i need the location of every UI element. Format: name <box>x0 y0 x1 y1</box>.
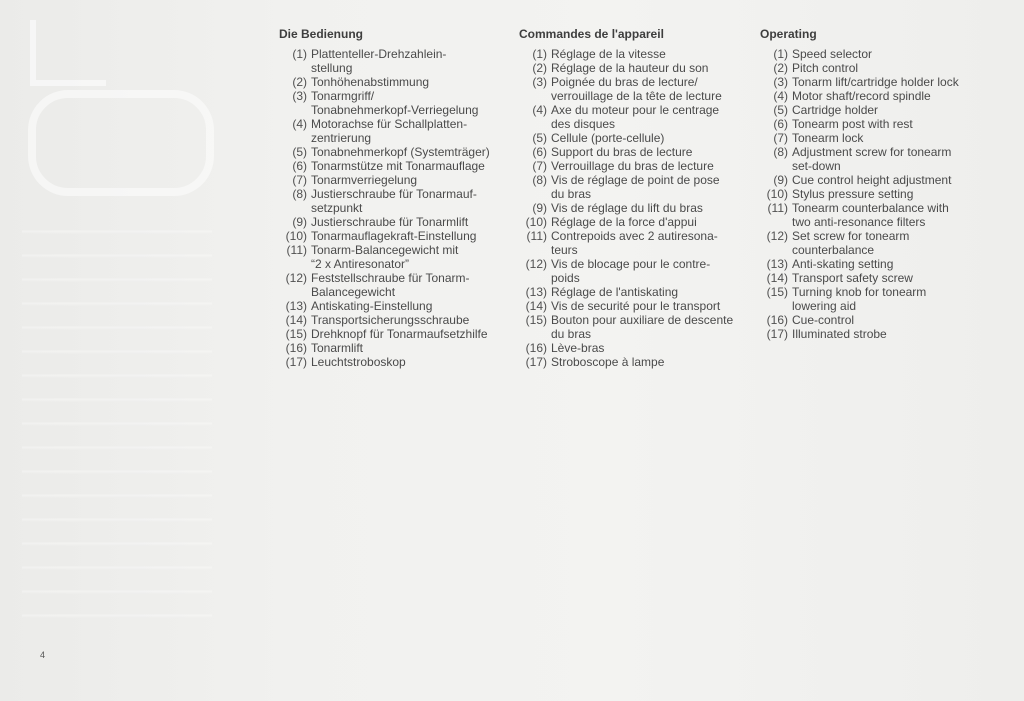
list-item <box>279 229 507 243</box>
item-text: Cellule (porte-cellule) <box>551 131 665 145</box>
item-number: (5) <box>532 131 547 145</box>
list-item <box>760 271 992 285</box>
item-text: Illuminated strobe <box>792 327 887 341</box>
list-item <box>760 257 992 271</box>
item-number: (16) <box>766 313 788 327</box>
controls-list <box>760 47 992 341</box>
controls-list <box>279 47 507 369</box>
ghost-text-lines <box>22 210 212 630</box>
list-item <box>279 117 507 145</box>
column-heading: Die Bedienung <box>279 27 364 41</box>
item-text: Speed selector <box>792 47 873 61</box>
list-item <box>519 159 749 173</box>
item-text: Vis de réglage du lift du bras <box>551 201 703 215</box>
list-item <box>279 89 507 117</box>
item-number: (4) <box>532 103 547 117</box>
item-number: (13) <box>285 299 307 313</box>
list-item <box>519 173 749 201</box>
item-number: (14) <box>525 299 547 313</box>
list-item <box>519 201 749 215</box>
item-text: Stroboscope à lampe <box>551 355 665 369</box>
list-item <box>760 89 992 103</box>
item-number: (8) <box>773 145 788 159</box>
list-item <box>519 285 749 299</box>
item-number: (7) <box>292 173 307 187</box>
column-english <box>760 27 992 341</box>
list-item <box>760 201 992 229</box>
item-number: (2) <box>292 75 307 89</box>
item-text: Pitch control <box>792 61 859 75</box>
item-text: Tonarm lift/cartridge holder lock <box>792 75 959 89</box>
item-text: Bouton pour auxiliare de descente du bras <box>551 313 734 341</box>
item-number: (2) <box>773 61 788 75</box>
item-number: (13) <box>766 257 788 271</box>
item-text: Vis de securité pour le transport <box>551 299 721 313</box>
item-text: Leuchtstroboskop <box>311 355 406 369</box>
item-number: (5) <box>773 103 788 117</box>
list-item <box>760 229 992 257</box>
item-number: (17) <box>525 355 547 369</box>
list-item <box>279 215 507 229</box>
item-text: Tonarmgriff/ Tonabnehmerkopf-Verriegelung <box>311 89 479 117</box>
item-text: Tonarmlift <box>311 341 364 355</box>
item-text: Verrouillage du bras de lecture <box>551 159 714 173</box>
item-text: Plattenteller-Drehzahlein- stellung <box>311 47 447 75</box>
show-through-background <box>22 0 212 701</box>
list-item <box>760 103 992 117</box>
item-number: (6) <box>773 117 788 131</box>
item-number: (6) <box>292 159 307 173</box>
list-item <box>519 145 749 159</box>
item-number: (10) <box>525 215 547 229</box>
item-number: (9) <box>532 201 547 215</box>
list-item <box>519 355 749 369</box>
list-item <box>279 341 507 355</box>
item-number: (12) <box>766 229 788 243</box>
item-number: (1) <box>773 47 788 61</box>
item-number: (17) <box>285 355 307 369</box>
item-number: (2) <box>532 61 547 75</box>
list-item <box>519 299 749 313</box>
item-number: (17) <box>766 327 788 341</box>
item-number: (1) <box>292 47 307 61</box>
item-text: Poignée du bras de lecture/ verrouillage de la tête de lecture <box>551 75 722 103</box>
list-item <box>279 313 507 327</box>
list-item <box>279 243 507 271</box>
item-number: (1) <box>532 47 547 61</box>
item-text: Tonarm-Balancegewicht mit “2 x Antiresonator” <box>311 243 459 271</box>
list-item <box>760 187 992 201</box>
item-number: (14) <box>285 313 307 327</box>
item-text: Tonearm lock <box>792 131 864 145</box>
item-number: (15) <box>766 285 788 299</box>
list-item <box>279 145 507 159</box>
item-text: Vis de blocage pour le contre- poids <box>551 257 711 285</box>
ghost-model-number <box>28 90 214 196</box>
list-item <box>760 173 992 187</box>
item-text: Set screw for tonearm counterbalance <box>792 229 910 257</box>
item-text: Stylus pressure setting <box>792 187 914 201</box>
item-number: (15) <box>525 313 547 327</box>
item-number: (6) <box>532 145 547 159</box>
controls-list <box>519 47 749 369</box>
item-text: Anti-skating setting <box>792 257 894 271</box>
item-number: (4) <box>773 89 788 103</box>
list-item <box>279 299 507 313</box>
list-item <box>760 117 992 131</box>
item-text: Tonarmverriegelung <box>311 173 418 187</box>
item-number: (11) <box>286 243 307 257</box>
list-item <box>760 327 992 341</box>
item-text: Réglage de la hauteur du son <box>551 61 709 75</box>
column-french <box>519 27 749 369</box>
list-item <box>279 355 507 369</box>
item-text: Tonhöhenabstimmung <box>311 75 430 89</box>
item-text: Antiskating-Einstellung <box>311 299 433 313</box>
item-text: Justierschraube für Tonarmlift <box>311 215 469 229</box>
item-number: (8) <box>292 187 307 201</box>
item-number: (13) <box>525 285 547 299</box>
item-text: Axe du moteur pour le centrage des disques <box>551 103 720 131</box>
item-text: Tonearm post with rest <box>792 117 913 131</box>
item-number: (7) <box>773 131 788 145</box>
item-number: (10) <box>285 229 307 243</box>
item-number: (15) <box>285 327 307 341</box>
item-text: Tonarmstütze mit Tonarmauflage <box>311 159 485 173</box>
list-item <box>519 341 749 355</box>
item-text: Drehknopf für Tonarmaufsetzhilfe <box>311 327 488 341</box>
item-text: Tonearm counterbalance with two anti-resonance filters <box>792 201 949 229</box>
page-number: 4 <box>40 650 46 660</box>
list-item <box>519 229 749 257</box>
item-text: Transport safety screw <box>792 271 913 285</box>
item-number: (12) <box>525 257 547 271</box>
list-item <box>760 75 992 89</box>
list-item <box>519 61 749 75</box>
column-heading: Operating <box>760 27 817 41</box>
item-number: (14) <box>766 271 788 285</box>
list-item <box>760 47 992 61</box>
list-item <box>279 187 507 215</box>
item-text: Réglage de l'antiskating <box>551 285 679 299</box>
list-item <box>760 131 992 145</box>
ghost-logo-mark <box>30 20 106 86</box>
list-item <box>279 159 507 173</box>
column-german <box>279 27 507 369</box>
item-number: (16) <box>525 341 547 355</box>
item-text: Cue control height adjustment <box>792 173 952 187</box>
item-text: Adjustment screw for tonearm set-down <box>792 145 952 173</box>
item-text: Réglage de la force d'appui <box>551 215 697 229</box>
list-item <box>760 285 992 313</box>
list-item <box>519 103 749 131</box>
item-number: (16) <box>285 341 307 355</box>
list-item <box>519 257 749 285</box>
item-text: Cue-control <box>792 313 855 327</box>
list-item <box>519 47 749 61</box>
list-item <box>519 313 749 341</box>
item-text: Tonabnehmerkopf (Systemträger) <box>311 145 490 159</box>
item-text: Contrepoids avec 2 autiresona- teurs <box>551 229 718 257</box>
item-number: (8) <box>532 173 547 187</box>
item-number: (5) <box>292 145 307 159</box>
item-number: (3) <box>773 75 788 89</box>
list-item <box>279 173 507 187</box>
item-number: (10) <box>766 187 788 201</box>
item-number: (7) <box>532 159 547 173</box>
list-item <box>519 75 749 103</box>
item-text: Feststellschraube für Tonarm- Balancegewicht <box>311 271 470 299</box>
list-item <box>279 271 507 299</box>
item-text: Transportsicherungsschraube <box>311 313 470 327</box>
item-number: (4) <box>292 117 307 131</box>
item-text: Tonarmauflagekraft-Einstellung <box>311 229 477 243</box>
item-number: (3) <box>532 75 547 89</box>
list-item <box>279 75 507 89</box>
list-item <box>279 327 507 341</box>
list-item <box>760 61 992 75</box>
list-item <box>519 131 749 145</box>
list-item <box>760 313 992 327</box>
item-number: (9) <box>292 215 307 229</box>
item-text: Réglage de la vitesse <box>551 47 666 61</box>
item-text: Support du bras de lecture <box>551 145 693 159</box>
item-text: Cartridge holder <box>792 103 879 117</box>
item-number: (3) <box>292 89 307 103</box>
item-text: Lève-bras <box>551 341 605 355</box>
item-text: Motor shaft/record spindle <box>792 89 931 103</box>
item-text: Justierschraube für Tonarmauf- setzpunkt <box>311 187 477 215</box>
item-text: Turning knob for tonearm lowering aid <box>792 285 927 313</box>
list-item <box>519 215 749 229</box>
item-text: Motorachse für Schallplatten- zentrierung <box>311 117 468 145</box>
item-number: (11) <box>526 229 547 243</box>
item-number: (11) <box>767 201 788 215</box>
list-item <box>760 145 992 173</box>
item-text: Vis de réglage de point de pose du bras <box>551 173 720 201</box>
item-number: (12) <box>285 271 307 285</box>
item-number: (9) <box>773 173 788 187</box>
list-item <box>279 47 507 75</box>
column-heading: Commandes de l'appareil <box>519 27 664 41</box>
